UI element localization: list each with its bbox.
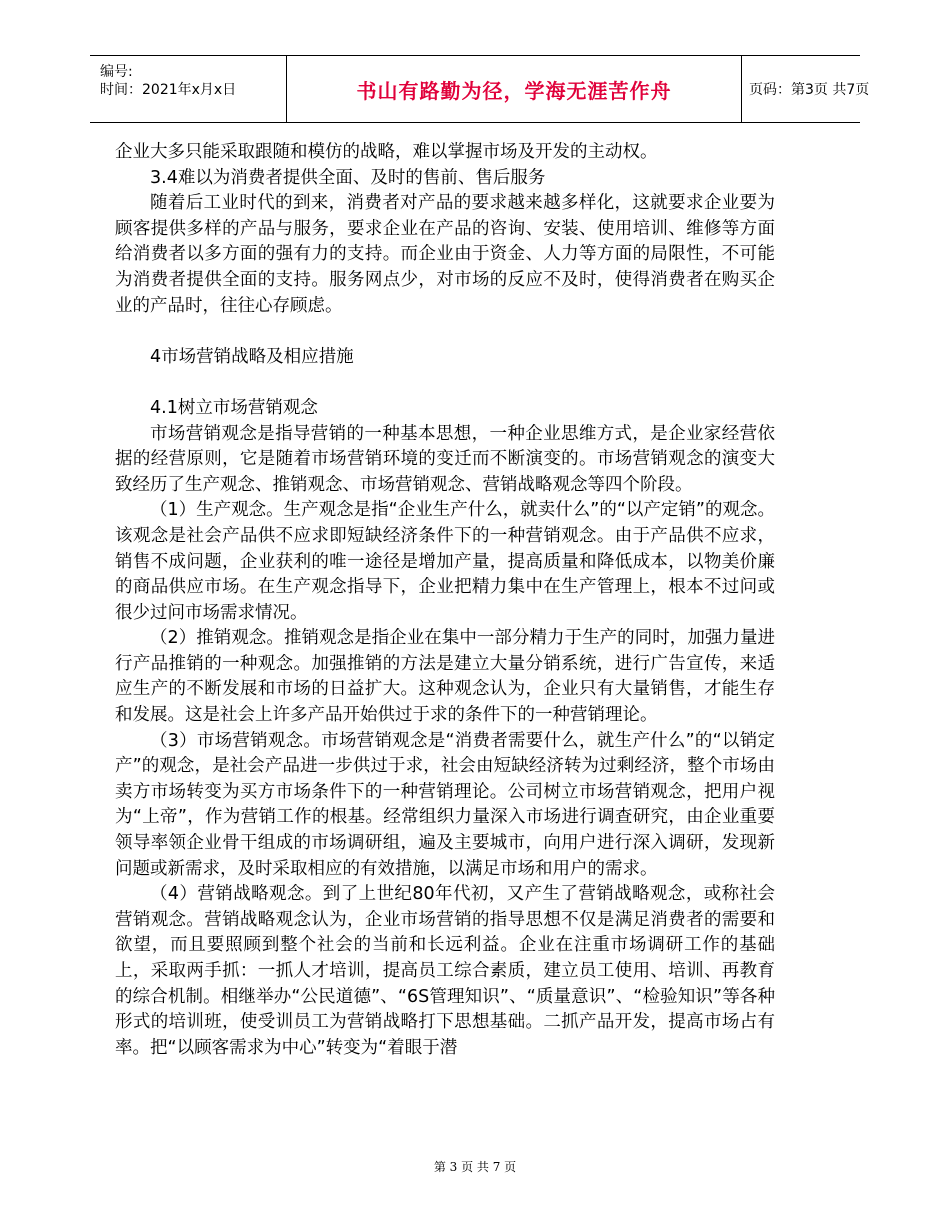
page-header xyxy=(90,55,870,123)
time-label: 时间：2021年x月x日 xyxy=(100,82,237,98)
paragraph-service: 随着后工业时代的到来，消费者对产品的要求越来越多样化，这就要求企业要为顾客提供多样的产品与服务，要求企业在产品的咨询、安装、使用培训、维修等方面给消费者以多方面的强有力的支持。而企业由于资金、人力等方面的局限性，不可能为消费者提供全面的支持。服务网点少，对市场的反应不及时，使得消费者在购买企业的产品时，往往心存顾虑。 xyxy=(115,193,775,316)
header-info-cell xyxy=(90,56,286,122)
section-heading-4-1: 4.1树立市场营销观念 xyxy=(150,397,318,418)
blank-line xyxy=(115,370,775,396)
blank-line xyxy=(115,319,775,345)
paragraph-strategy-concept: （4）营销战略观念。到了上世纪80年代初，又产生了营销战略观念，或称社会营销观念。营销战略观念认为，企业市场营销的指导思想不仅是满足消费者的需要和欲望，而且要照顾到整个社会的当前和长远利益。企业在注重市场调研工作的基础上，采取两手抓：一抓人才培训，提高员工综合素质，建立员工使用、培训、再教育的综合机制。相继举办“公民道德”、“6S管理知识”、“质量意识”、“检验知识”等各种形式的培训班，使受训员工为营销战略打下思想基础。二抓产品开发，提高市场占有率。把“以顾客需求为中心”转变为“着眼于潜 xyxy=(115,884,775,1058)
paragraph-market-concept: （3）市场营销观念。市场营销观念是“消费者需要什么，就生产什么”的“以销定产”的观念，是社会产品进一步供过于求，社会由短缺经济转为过剩经济，整个市场由卖方市场转变为买方市场条件下的一种营销理论。公司树立市场营销观念，把用户视为“上帝”，作为营销工作的根基。经常组织力量深入市场进行调查研究，由企业重要领导率领企业骨干组成的市场调研组，遍及主要城市，向用户进行深入调研，发现新问题或新需求，及时采取相应的有效措施，以满足市场和用户的需求。 xyxy=(115,730,775,879)
page-footer: 第 3 页 共 7 页 xyxy=(433,1160,517,1174)
paragraph-marketing-concept: 市场营销观念是指导营销的一种基本思想，一种企业思维方式，是企业家经营依据的经营原则，它是随着市场营销环境的变迁而不断演变的。市场营销观念的演变大致经历了生产观念、推销观念、市场营销观念、营销战略观念等四个阶段。 xyxy=(115,423,775,495)
paragraph-production-concept: （1）生产观念。生产观念是指“企业生产什么，就卖什么”的“以产定销”的观念。该观念是社会产品供不应求即短缺经济条件下的一种营销观念。由于产品供不应求，销售不成问题，企业获利的唯一途径是增加产量，提高质量和降低成本，以物美价廉的商品供应市场。在生产观念指导下，企业把精力集中在生产管理上，根本不过问或很少过问市场需求情况。 xyxy=(115,500,775,623)
section-heading-3-4: 3.4难以为消费者提供全面、及时的售前、售后服务 xyxy=(150,167,546,188)
paragraph-continuation: 企业大多只能采取跟随和模仿的战略，难以掌握市场及开发的主动权。 xyxy=(115,142,658,162)
document-body xyxy=(115,140,775,1061)
motto-text: 书山有路勤为径，学海无涯苦作舟 xyxy=(356,78,672,103)
section-heading-4: 4市场营销战略及相应措施 xyxy=(150,346,354,367)
page-number-label: 页码：第3页 共7页 xyxy=(749,82,870,98)
paragraph-sales-concept: （2）推销观念。推销观念是指企业在集中一部分精力于生产的同时，加强力量进行产品推销的一种观念。加强推销的方法是建立大量分销系统，进行广告宣传，来适应生产的不断发展和市场的日益扩大。这种观念认为，企业只有大量销售，才能生存和发展。这是社会上许多产品开始供过于求的条件下的一种营销理论。 xyxy=(115,628,775,726)
code-label: 编号: xyxy=(100,64,133,80)
header-page-cell xyxy=(741,56,870,122)
header-motto-cell xyxy=(286,56,742,122)
